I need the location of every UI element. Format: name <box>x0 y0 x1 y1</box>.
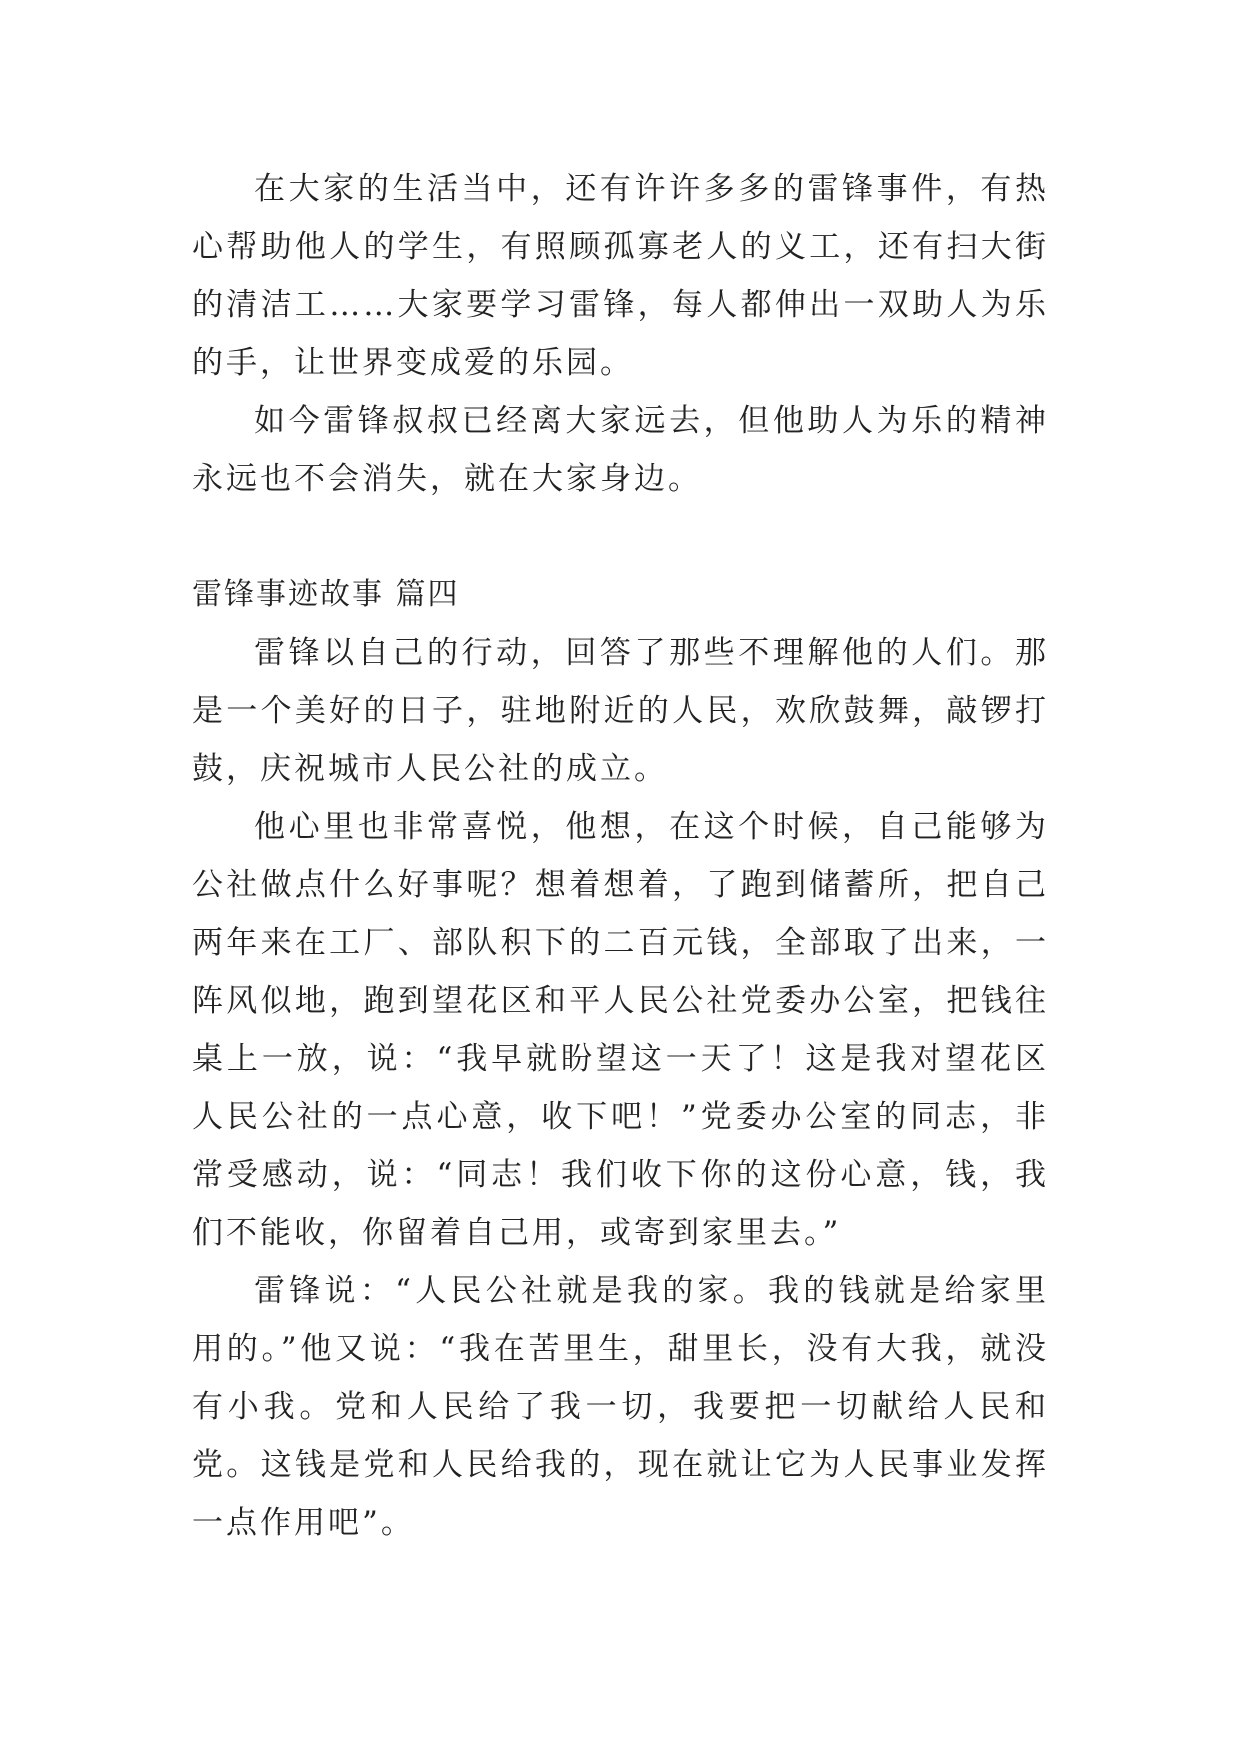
document-body <box>192 160 1049 1552</box>
section-spacer <box>192 508 1049 566</box>
paragraph-4: 他心里也非常喜悦，他想，在这个时候，自己能够为公社做点什么好事呢？想着想着，了跑到储蓄所，把自己两年来在工厂、部队积下的二百元钱，全部取了出来，一阵风似地，跑到望花区和平人民公社党委办公室，把钱往桌上一放，说：“我早就盼望这一天了！这是我对望花区人民公社的一点心意，收下吧！”党委办公室的同志，非常受感动，说：“同志！我们收下你的这份心意，钱，我们不能收，你留着自己用，或寄到家里去。” <box>192 809 1049 1251</box>
paragraph-5: 雷锋说：“人民公社就是我的家。我的钱就是给家里用的。”他又说：“我在苦里生，甜里长，没有大我，就没有小我。党和人民给了我一切，我要把一切献给人民和党。这钱是党和人民给我的，现在就让它为人民事业发挥一点作用吧”。 <box>192 1273 1049 1541</box>
section-heading: 雷锋事迹故事 篇四 <box>192 577 460 612</box>
paragraph-2: 如今雷锋叔叔已经离大家远去，但他助人为乐的精神永远也不会消失，就在大家身边。 <box>192 403 1049 497</box>
paragraph-1: 在大家的生活当中，还有许许多多的雷锋事件，有热心帮助他人的学生，有照顾孤寡老人的义工，还有扫大街的清洁工……大家要学习雷锋，每人都伸出一双助人为乐的手，让世界变成爱的乐园。 <box>192 171 1049 381</box>
paragraph-3: 雷锋以自己的行动，回答了那些不理解他的人们。那是一个美好的日子，驻地附近的人民，欢欣鼓舞，敲锣打鼓，庆祝城市人民公社的成立。 <box>192 635 1049 787</box>
